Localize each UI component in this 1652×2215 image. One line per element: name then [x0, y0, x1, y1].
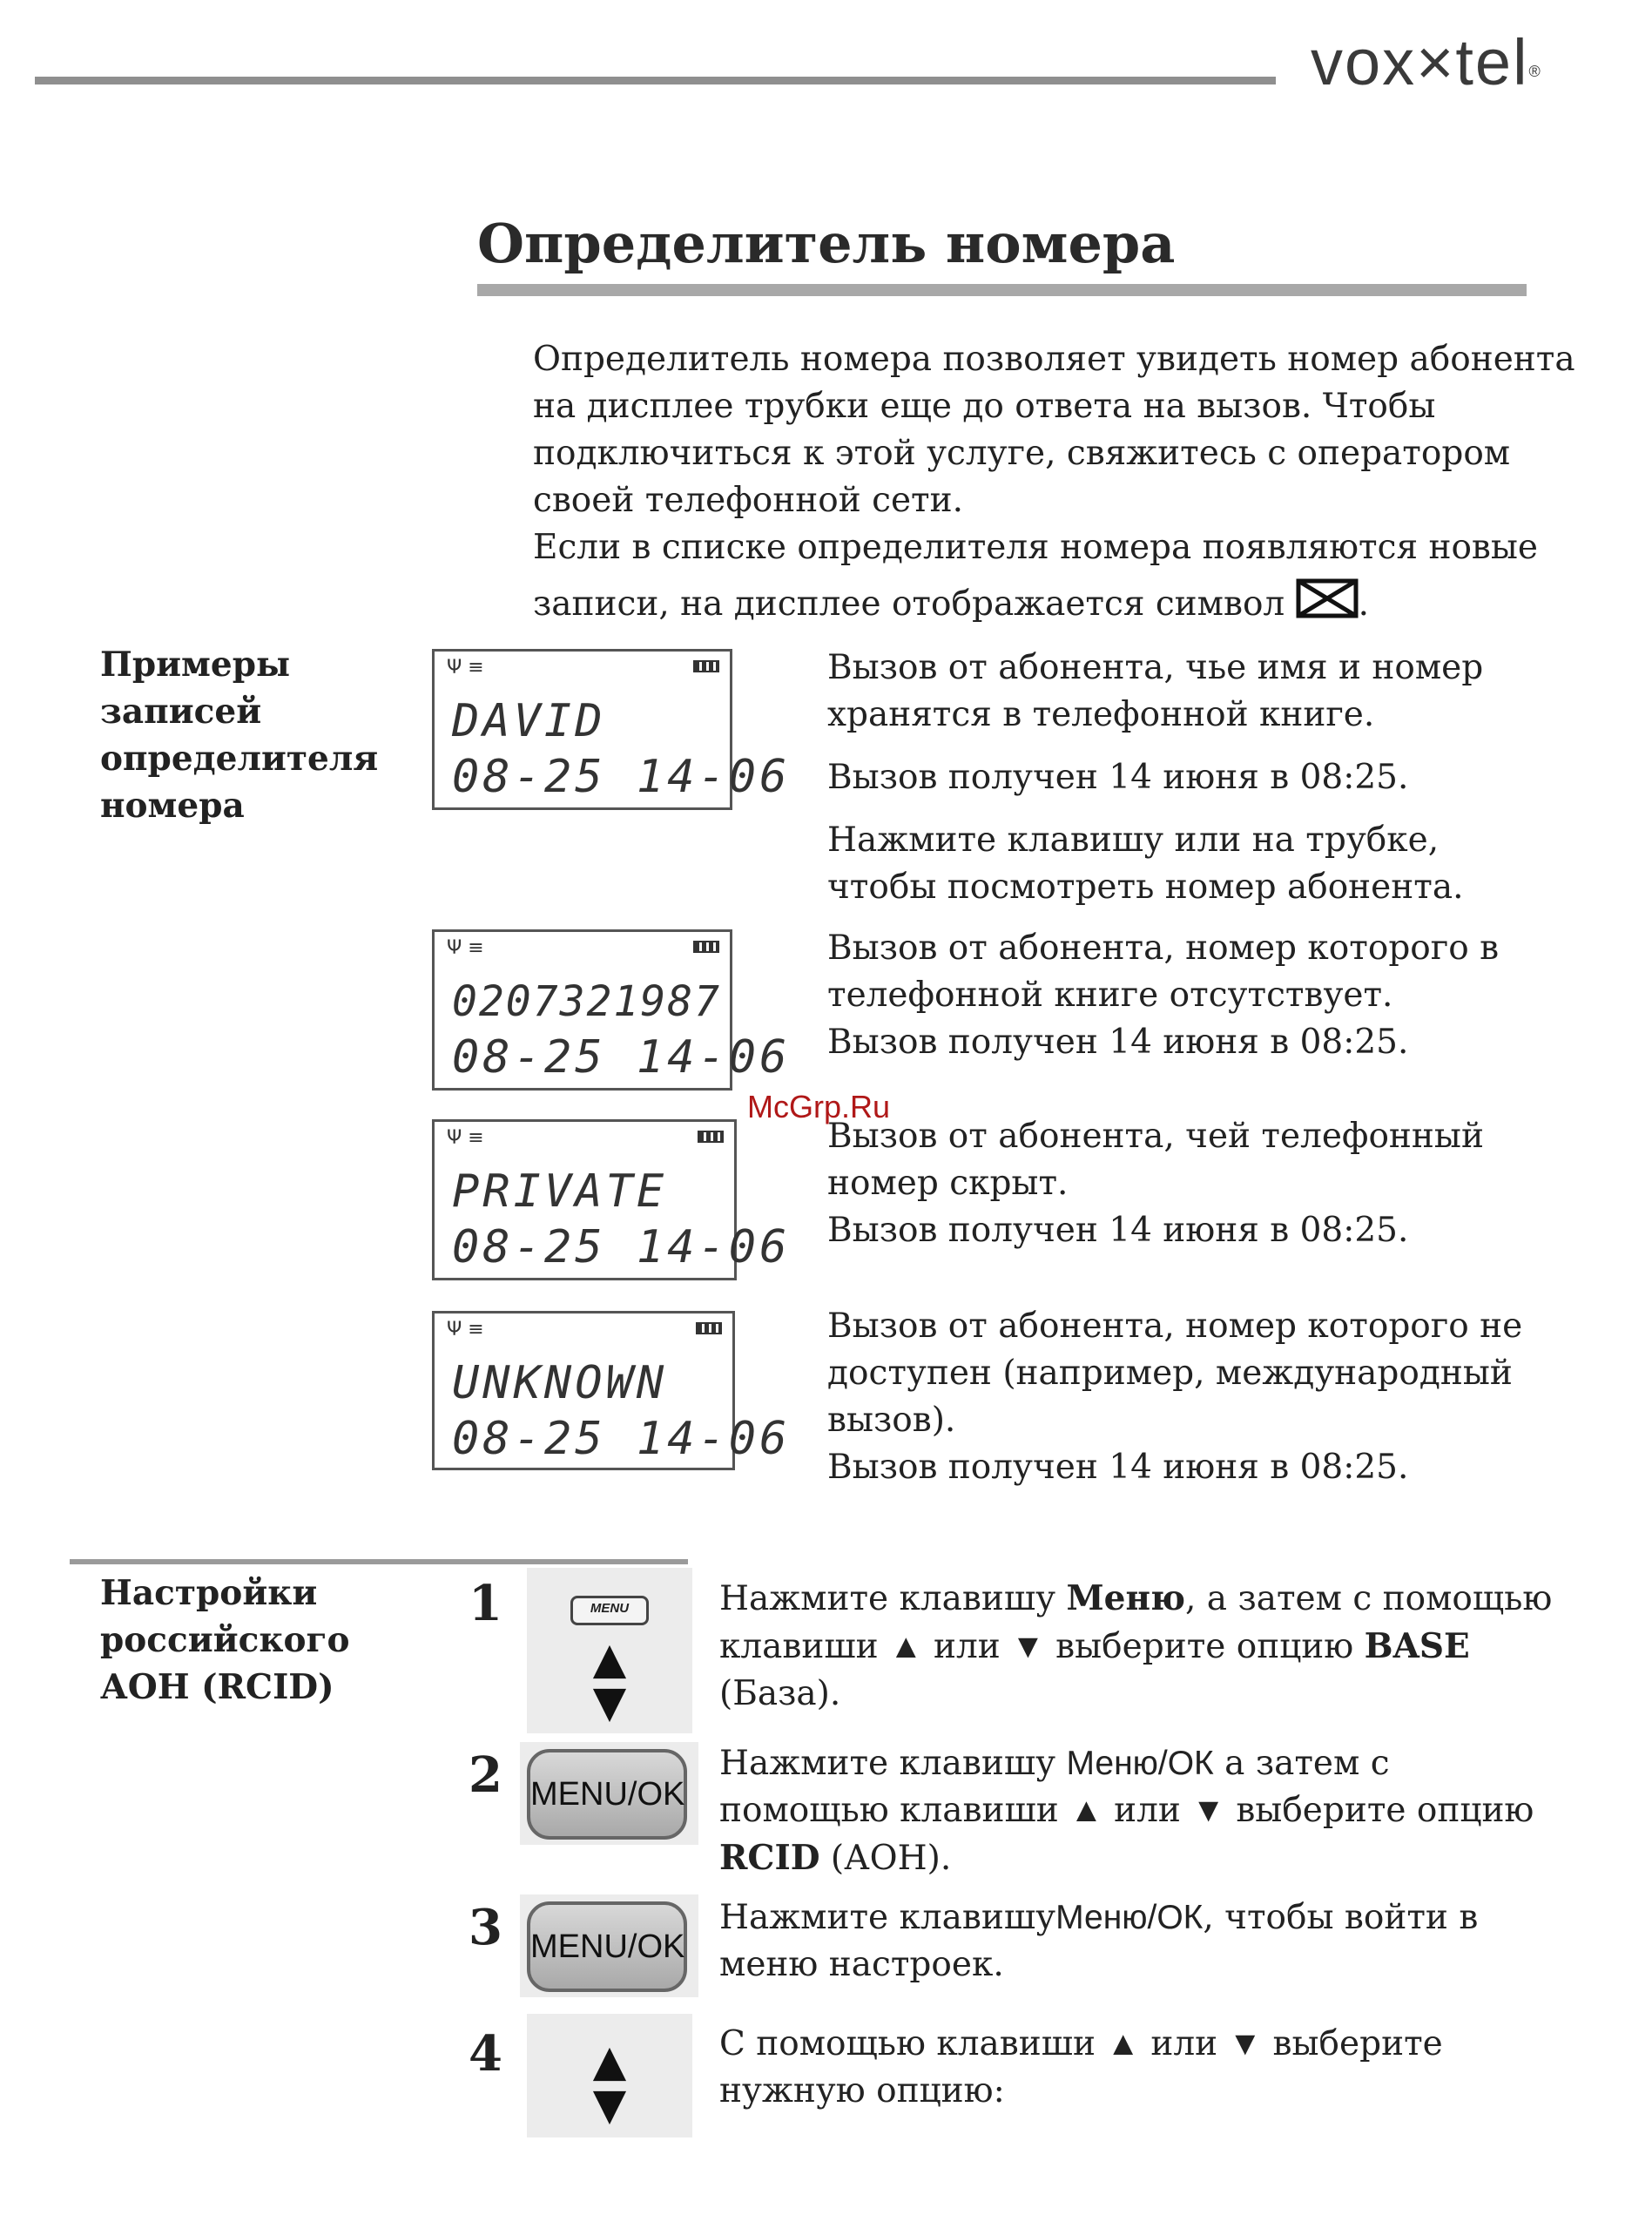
menu-ok-button[interactable]: MENU/OK [527, 1749, 687, 1840]
option-name: RCID [719, 1838, 820, 1878]
step-line: меню настроек. [719, 1945, 1004, 1984]
side-title-line: номера [100, 786, 245, 826]
battery-icon [693, 941, 719, 953]
example-description [827, 1113, 1484, 1254]
signal-icon: Ψ ≡ [447, 1319, 484, 1340]
lcd-display [432, 1119, 791, 1280]
menu-key[interactable]: MENU [570, 1596, 649, 1625]
battery-icon [696, 1322, 722, 1334]
desc-line: Нажмите клавишу или на трубке, [827, 820, 1440, 860]
intro-period: . [1358, 584, 1370, 624]
up-arrow-icon[interactable]: ▲ [592, 1633, 627, 1684]
side-title-line: АОН (RCID) [100, 1667, 334, 1707]
examples-side-title [100, 641, 378, 829]
lcd-line-2: 08-25 14-06 [452, 751, 791, 803]
intro-paragraph [533, 336, 1578, 628]
text-run: выберите опцию [1044, 1627, 1365, 1666]
side-title-line: Примеры [100, 645, 291, 685]
lcd-display [432, 649, 791, 810]
text-run: или [1139, 2024, 1229, 2063]
text-run: выберите опцию [1224, 1791, 1534, 1830]
down-arrow-icon: ▼ [1011, 1628, 1045, 1665]
desc-line: хранятся в телефонной книге. [827, 695, 1375, 734]
intro-line-with-icon [533, 578, 1578, 628]
text-run: а затем с [1213, 1744, 1390, 1783]
step-line [719, 1834, 1534, 1882]
battery-icon [698, 1131, 724, 1143]
header-rule [35, 77, 1276, 84]
received-line: Вызов получен 14 июня в 08:25. [827, 1023, 1409, 1062]
lcd-line-1: 0207321987 [452, 977, 721, 1026]
step-number: 2 [469, 1746, 502, 1804]
step-line: (База). [719, 1674, 841, 1713]
brand-logo [1311, 19, 1542, 106]
up-arrow-icon: ▲ [1106, 2025, 1140, 2063]
watermark: McGrp.Ru [747, 1089, 891, 1124]
side-title-line: Настройки [100, 1573, 318, 1613]
text-run: или [1102, 1791, 1192, 1830]
step-number: 3 [469, 1899, 502, 1956]
key-panel [527, 2014, 692, 2137]
desc-line: вызов). [827, 1401, 956, 1440]
menu-ok-button[interactable]: MENU/OK [527, 1901, 687, 1992]
lcd-line-2: 08-25 14-06 [452, 1413, 791, 1465]
example-description [827, 925, 1499, 1066]
step-number: 4 [469, 2025, 502, 2083]
step-line [719, 1740, 1534, 1787]
text-run: Нажмите клавишу [719, 1898, 1056, 1937]
text-run: , а затем с помощью [1185, 1579, 1553, 1618]
step-text [719, 1575, 1552, 1718]
option-name: BASE [1364, 1626, 1470, 1666]
text-run: выберите [1262, 2024, 1443, 2063]
step-text [719, 1894, 1478, 1989]
page-title: Определитель номера [477, 212, 1176, 275]
lcd-display [432, 1311, 791, 1470]
intro-line-text: записи, на дисплее отображается символ [533, 584, 1285, 624]
envelope-icon [1296, 578, 1359, 618]
key-panel [520, 1742, 698, 1845]
intro-line: своей телефонной сети. [533, 481, 964, 520]
step-line [719, 1787, 1534, 1834]
lcd-line-2: 08-25 14-06 [452, 1221, 791, 1273]
step-line [719, 1894, 1478, 1942]
desc-line: номер скрыт. [827, 1164, 1069, 1203]
lcd-display [432, 929, 791, 1091]
up-arrow-icon: ▲ [889, 1628, 923, 1665]
key-panel [527, 1568, 692, 1733]
received-line: Вызов получен 14 июня в 08:25. [827, 1448, 1409, 1487]
step-number: 1 [469, 1575, 502, 1632]
text-run: (АОН). [819, 1839, 952, 1878]
received-line: Вызов получен 14 июня в 08:25. [827, 1211, 1409, 1250]
lcd-line-1: PRIVATE [452, 1165, 668, 1218]
step-text [719, 2021, 1443, 2115]
text-run: или [922, 1627, 1012, 1666]
desc-line: Вызов от абонента, чье имя и номер [827, 648, 1484, 687]
registered-mark: ® [1528, 63, 1542, 80]
settings-side-title [100, 1570, 349, 1711]
desc-line: телефонной книге отсутствует. [827, 976, 1393, 1015]
side-title-line: записей [100, 692, 262, 732]
step-line [719, 2021, 1443, 2068]
battery-icon [693, 660, 719, 672]
text-run: Нажмите клавишу [719, 1744, 1067, 1783]
intro-line: на дисплее трубки еще до ответа на вызов. Чтобы [533, 387, 1436, 426]
desc-line: Вызов от абонента, номер которого в [827, 929, 1500, 968]
down-arrow-icon[interactable]: ▼ [592, 1677, 627, 1727]
title-rule [477, 284, 1527, 296]
up-arrow-icon: ▲ [1069, 1792, 1103, 1829]
received-line: Вызов получен 14 июня в 08:25. [827, 758, 1409, 797]
key-name: Меню [1066, 1578, 1186, 1618]
lcd-line-2: 08-25 14-06 [452, 1031, 791, 1084]
text-run: С помощью клавиши [719, 2024, 1107, 2063]
up-arrow-icon[interactable]: ▲ [592, 2036, 627, 2086]
down-arrow-icon: ▼ [1228, 2025, 1263, 2063]
signal-icon: Ψ ≡ [447, 937, 484, 959]
example-description [827, 1303, 1522, 1491]
desc-line: чтобы посмотреть номер абонента. [827, 868, 1464, 907]
key-panel [520, 1894, 698, 1997]
side-title-line: российского [100, 1620, 350, 1660]
text-run: клавиши [719, 1627, 889, 1666]
signal-icon: Ψ ≡ [447, 1127, 484, 1149]
step-line [719, 1575, 1552, 1623]
desc-line: Вызов от абонента, номер которого не [827, 1307, 1523, 1346]
step-text [719, 1740, 1534, 1882]
lcd-line-1: DAVID [452, 695, 606, 747]
key-name: Меню/ОК [1066, 1745, 1214, 1782]
text-run: , чтобы войти в [1203, 1898, 1479, 1937]
example-description [827, 645, 1483, 911]
side-title-line: определителя [100, 739, 379, 779]
step-line [719, 1623, 1552, 1671]
desc-line: Вызов от абонента, чей телефонный [827, 1117, 1484, 1156]
down-arrow-icon: ▼ [1191, 1792, 1225, 1829]
signal-icon: Ψ ≡ [447, 657, 484, 679]
logo-text: vox×tel [1311, 26, 1529, 98]
key-name: Меню/ОК [1055, 1899, 1204, 1936]
desc-line: доступен (например, международный [827, 1354, 1513, 1393]
step-line: нужную опцию: [719, 2071, 1005, 2110]
down-arrow-icon[interactable]: ▼ [592, 2079, 627, 2130]
text-run: помощью клавиши [719, 1791, 1070, 1830]
intro-line: подключиться к этой услуге, свяжитесь с оператором [533, 434, 1511, 473]
lcd-line-1: UNKNOWN [452, 1357, 668, 1409]
section-rule [70, 1559, 688, 1564]
text-run: Нажмите клавишу [719, 1579, 1067, 1618]
intro-line: Определитель номера позволяет увидеть номер абонента [533, 340, 1575, 379]
intro-line: Если в списке определителя номера появляются новые [533, 528, 1539, 567]
